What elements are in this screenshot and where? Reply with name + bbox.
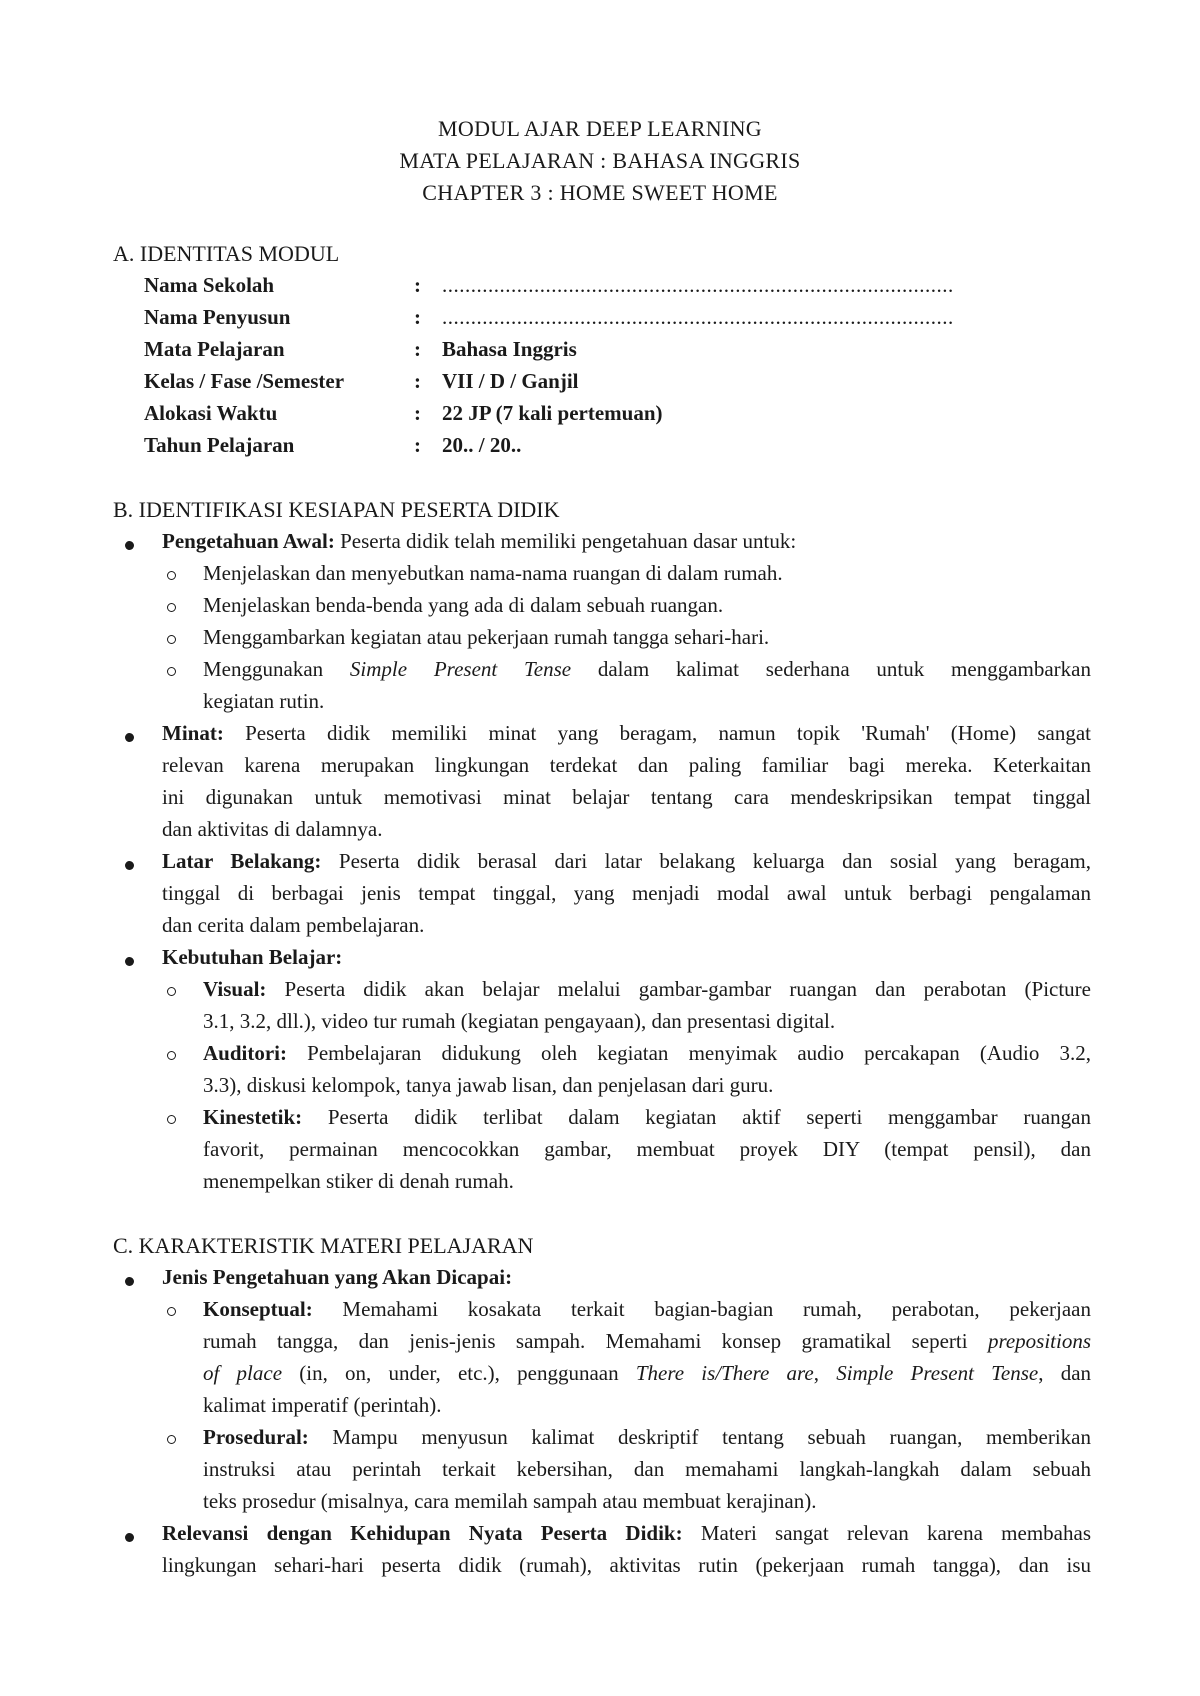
kebutuhan-belajar-item (162, 945, 342, 970)
sub-item-text: , (813, 1361, 837, 1385)
pengetahuan-awal-item (162, 529, 796, 554)
identity-value: VII / D / Ganjil (442, 369, 579, 393)
sub-item-italic: of place (203, 1361, 283, 1385)
section-a-heading: A. IDENTITAS MODUL (113, 241, 340, 266)
identity-row-nama-penyusun (144, 305, 1044, 337)
sub-bullet-icon (167, 1051, 176, 1060)
sub-item-italic: There is/There are (635, 1361, 814, 1385)
identity-label: Alokasi Waktu (144, 401, 278, 425)
sub-item-italic: prepositions (987, 1329, 1091, 1353)
item-continuation: tinggal di berbagai jenis tempat tinggal, yang menjadi modal awal untuk berbagi pengalaman (162, 881, 1091, 905)
konseptual-sub-item (203, 1297, 1091, 1322)
sub-item-continuation (203, 1329, 1091, 1354)
item-continuation: ini digunakan untuk memotivasi minat belajar tentang cara mendeskripsikan tempat tinggal (162, 785, 1091, 809)
section-b-heading: B. IDENTIFIKASI KESIAPAN PESERTA DIDIK (113, 497, 560, 522)
sub-bullet-icon (167, 603, 176, 612)
sub-item-label: Visual: (203, 977, 267, 1001)
sub-bullet-icon (167, 571, 176, 580)
doc-title-line-3: CHAPTER 3 : HOME SWEET HOME (422, 180, 778, 205)
item-text: Peserta didik telah memiliki pengetahuan dasar untuk: (334, 529, 797, 553)
bullet-icon (125, 733, 134, 742)
sub-bullet-icon (167, 635, 176, 644)
sub-item: Menjelaskan benda-benda yang ada di dalam sebuah ruangan. (203, 593, 724, 617)
identity-label: Nama Sekolah (144, 273, 275, 297)
item-text: Peserta didik memiliki minat yang beragam, namun topik 'Rumah' (Home) sangat (223, 721, 1091, 745)
visual-sub-item (203, 977, 1091, 1002)
item-continuation: dan aktivitas di dalamnya. (162, 817, 383, 841)
jenis-pengetahuan-item (162, 1265, 512, 1290)
doc-title-line-2: MATA PELAJARAN : BAHASA INGGRIS (399, 148, 801, 173)
sub-item-label: Prosedural: (203, 1425, 309, 1449)
sub-item-continuation: instruksi atau perintah terkait kebersihan, dan memahami langkah-langkah dalam sebuah (203, 1457, 1091, 1481)
identity-label: Tahun Pelajaran (144, 433, 295, 457)
sub-bullet-icon (167, 1115, 176, 1124)
bullet-icon (125, 541, 134, 550)
auditori-sub-item (203, 1041, 1091, 1066)
sub-item-continuation (203, 1361, 1091, 1386)
sub-item-italic: Simple Present Tense (836, 1361, 1039, 1385)
sub-bullet-icon (167, 667, 176, 676)
identity-row-mata-pelajaran (144, 337, 1044, 369)
identity-row-alokasi-waktu (144, 401, 1044, 433)
sub-item-label: Kinestetik: (203, 1105, 303, 1129)
identity-label: Nama Penyusun (144, 305, 291, 329)
sub-item: Menggambarkan kegiatan atau pekerjaan rumah tangga sehari-hari. (203, 625, 770, 649)
sub-item-continuation: kalimat imperatif (perintah). (203, 1393, 442, 1417)
item-text: Peserta didik berasal dari latar belakang keluarga dan sosial yang beragam, (321, 849, 1091, 873)
sub-item-label: Auditori: (203, 1041, 287, 1065)
relevansi-item (162, 1521, 1091, 1546)
item-label: Latar Belakang: (162, 849, 322, 873)
sub-item (203, 657, 1091, 682)
section-c-heading: C. KARAKTERISTIK MATERI PELAJARAN (113, 1233, 534, 1258)
sub-item-continuation: favorit, permainan mencocokkan gambar, membuat proyek DIY (tempat pensil), dan (203, 1137, 1091, 1161)
identity-value-placeholder: ......................................................................................... (442, 273, 954, 297)
item-label: Pengetahuan Awal: (162, 529, 335, 553)
bullet-icon (125, 1533, 134, 1542)
sub-item-text: Menggunakan (203, 657, 350, 681)
sub-item-continuation: 3.1, 3.2, dll.), video tur rumah (kegiatan pengayaan), dan presentasi digital. (203, 1009, 836, 1033)
sub-item: Menjelaskan dan menyebutkan nama-nama ruangan di dalam rumah. (203, 561, 783, 585)
identity-colon: : (414, 401, 421, 425)
sub-bullet-icon (167, 1307, 176, 1316)
item-label: Minat: (162, 721, 224, 745)
identity-row-nama-sekolah (144, 273, 1044, 305)
sub-item-text: (in, on, under, etc.), penggunaan (282, 1361, 636, 1385)
sub-item-text: rumah tangga, dan jenis-jenis sampah. Memahami konsep gramatikal seperti (203, 1329, 988, 1353)
item-label: Kebutuhan Belajar: (162, 945, 343, 969)
bullet-icon (125, 1277, 134, 1286)
sub-item-continuation: 3.3), diskusi kelompok, tanya jawab lisan, dan penjelasan dari guru. (203, 1073, 774, 1097)
bullet-icon (125, 861, 134, 870)
latar-belakang-item (162, 849, 1091, 874)
item-text: Materi sangat relevan karena membahas (682, 1521, 1091, 1545)
item-label: Relevansi dengan Kehidupan Nyata Peserta Didik: (162, 1521, 683, 1545)
sub-item-text: Mampu menyusun kalimat deskriptif tentang sebuah ruangan, memberikan (308, 1425, 1091, 1449)
identity-label: Kelas / Fase /Semester (144, 369, 345, 393)
item-continuation: relevan karena merupakan lingkungan terdekat dan paling familiar bagi mereka. Keterkaitan (162, 753, 1091, 777)
sub-item-text: dalam kalimat sederhana untuk menggambarkan (571, 657, 1091, 681)
identity-colon: : (414, 337, 421, 361)
sub-item-text: Peserta didik akan belajar melalui gambar-gambar ruangan dan perabotan (Picture (266, 977, 1091, 1001)
sub-bullet-icon (167, 987, 176, 996)
sub-item-text: , dan (1038, 1361, 1092, 1385)
sub-item-continuation: teks prosedur (misalnya, cara memilah sampah atau membuat kerajinan). (203, 1489, 817, 1513)
identity-colon: : (414, 433, 421, 457)
identity-value: Bahasa Inggris (442, 337, 577, 361)
sub-item-continuation: kegiatan rutin. (203, 689, 325, 713)
identity-colon: : (414, 273, 421, 297)
sub-bullet-icon (167, 1435, 176, 1444)
item-continuation: lingkungan sehari-hari peserta didik (rumah), aktivitas rutin (pekerjaan rumah tangga), dan isu (162, 1553, 1091, 1577)
identity-label: Mata Pelajaran (144, 337, 285, 361)
sub-item-text: Pembelajaran didukung oleh kegiatan menyimak audio percakapan (Audio 3.2, (287, 1041, 1091, 1065)
identity-colon: : (414, 305, 421, 329)
sub-item-text: Memahami kosakata terkait bagian-bagian rumah, perabotan, pekerjaan (312, 1297, 1091, 1321)
minat-item (162, 721, 1091, 746)
identity-row-kelas-fase-semester (144, 369, 1044, 401)
sub-item-text: Peserta didik terlibat dalam kegiatan aktif seperti menggambar ruangan (302, 1105, 1091, 1129)
identity-row-tahun-pelajaran (144, 433, 1044, 465)
item-continuation: dan cerita dalam pembelajaran. (162, 913, 425, 937)
sub-item-continuation: menempelkan stiker di denah rumah. (203, 1169, 514, 1193)
identity-value: 22 JP (7 kali pertemuan) (442, 401, 663, 425)
identity-colon: : (414, 369, 421, 393)
prosedural-sub-item (203, 1425, 1091, 1450)
kinestetik-sub-item (203, 1105, 1091, 1130)
sub-item-italic: Simple Present Tense (349, 657, 572, 681)
item-label: Jenis Pengetahuan yang Akan Dicapai: (162, 1265, 513, 1289)
identity-value: 20.. / 20.. (442, 433, 522, 457)
sub-item-label: Konseptual: (203, 1297, 313, 1321)
bullet-icon (125, 957, 134, 966)
identity-value-placeholder: ......................................................................................... (442, 305, 954, 329)
doc-title-line-1: MODUL AJAR DEEP LEARNING (438, 116, 762, 141)
